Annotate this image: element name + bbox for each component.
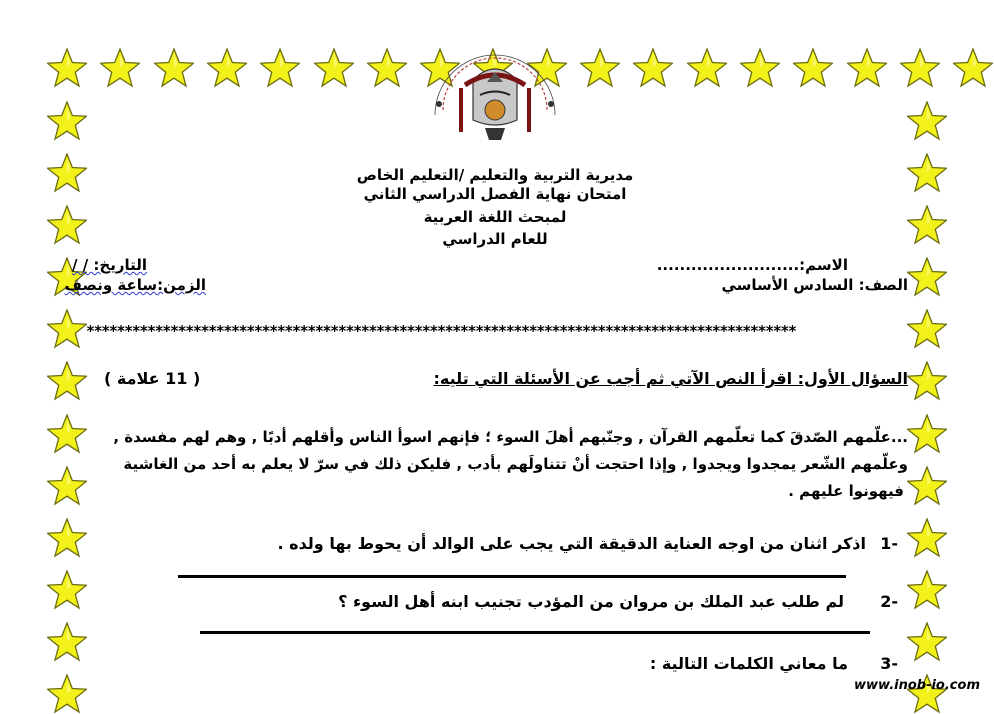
border-star-icon — [900, 48, 940, 88]
border-star-icon — [260, 48, 300, 88]
border-star-icon — [953, 48, 993, 88]
header-line-subject: لمبحث اللغة العربية — [423, 208, 567, 226]
border-star-icon — [47, 518, 87, 558]
border-star-icon — [47, 414, 87, 454]
question-1-number: -1 — [880, 534, 898, 553]
student-name-field: الاسم:......................... — [656, 256, 848, 274]
question-1-text: اذكر اثنان من اوجه العناية الدقيقة التي يجب على الوالد أن يحوط بها ولده . — [277, 534, 866, 553]
border-star-icon — [367, 48, 407, 88]
border-star-icon — [907, 414, 947, 454]
border-star-icon — [154, 48, 194, 88]
answer-line-1 — [178, 575, 846, 578]
border-star-icon — [907, 361, 947, 401]
passage-line-1: ...علّمهم الصّدقَ كما تعلّمهم القرآن , وجنّبهم أهلَ السوء ؛ فإنهم اسوأ الناس وأقلهم أدبًا , وهم لهم مفسدة , — [113, 428, 908, 446]
header-line-exam: امتحان نهاية الفصل الدراسي الثاني — [363, 185, 627, 203]
border-star-icon — [907, 466, 947, 506]
border-star-icon — [207, 48, 247, 88]
border-star-icon — [47, 101, 87, 141]
header-line-directorate: مديرية التربية والتعليم /التعليم الخاص — [356, 166, 634, 184]
question-3-number: -3 — [880, 654, 898, 673]
ministry-emblem — [425, 40, 565, 150]
border-star-icon — [687, 48, 727, 88]
border-star-icon — [47, 361, 87, 401]
border-star-icon — [47, 622, 87, 662]
question1-marks: ( 11 علامة ) — [104, 369, 201, 388]
asterisk-separator: ********************************************************************************************* — [86, 322, 796, 340]
passage-line-2: وعلّمهم الشّعر يمجدوا ويجدوا , وإذا احتجت أنْ تتناولَهم بأدب , فليكن ذلك في سرّ لا يعلم به أحد من الغاشية — [123, 455, 908, 473]
border-star-icon — [100, 48, 140, 88]
question-3-text: ما معاني الكلمات التالية : — [649, 654, 848, 673]
class-field: الصف: السادس الأساسي — [721, 276, 908, 294]
border-star-icon — [47, 674, 87, 714]
header-line-year: للعام الدراسي — [442, 230, 548, 248]
border-star-icon — [47, 309, 87, 349]
border-star-icon — [47, 570, 87, 610]
border-star-icon — [47, 205, 87, 245]
date-field: التاريخ: / / — [72, 256, 148, 274]
site-watermark: www.inob-io.com — [854, 678, 980, 693]
border-star-icon — [793, 48, 833, 88]
border-star-icon — [47, 153, 87, 193]
passage-line-3: فيهونوا عليهم . — [788, 482, 904, 500]
border-star-icon — [907, 309, 947, 349]
question-2-text: لم طلب عبد الملك بن مروان من المؤدب تجنيب ابنه أهل السوء ؟ — [338, 592, 844, 611]
border-star-icon — [47, 466, 87, 506]
answer-line-2 — [200, 631, 870, 634]
time-field: الزمن:ساعة ونصف — [64, 276, 206, 294]
border-star-icon — [907, 257, 947, 297]
border-star-icon — [633, 48, 673, 88]
border-star-icon — [907, 205, 947, 245]
border-star-icon — [907, 622, 947, 662]
border-star-icon — [580, 48, 620, 88]
border-star-icon — [740, 48, 780, 88]
border-star-icon — [847, 48, 887, 88]
border-star-icon — [907, 518, 947, 558]
border-star-icon — [907, 153, 947, 193]
border-star-icon — [47, 48, 87, 88]
border-star-icon — [907, 570, 947, 610]
border-star-icon — [907, 101, 947, 141]
question-2-number: -2 — [880, 592, 898, 611]
border-star-icon — [314, 48, 354, 88]
question1-title: السؤال الأول: اقرأ النص الآتي ثم أجب عن الأسئلة التي تليه: — [433, 369, 908, 388]
